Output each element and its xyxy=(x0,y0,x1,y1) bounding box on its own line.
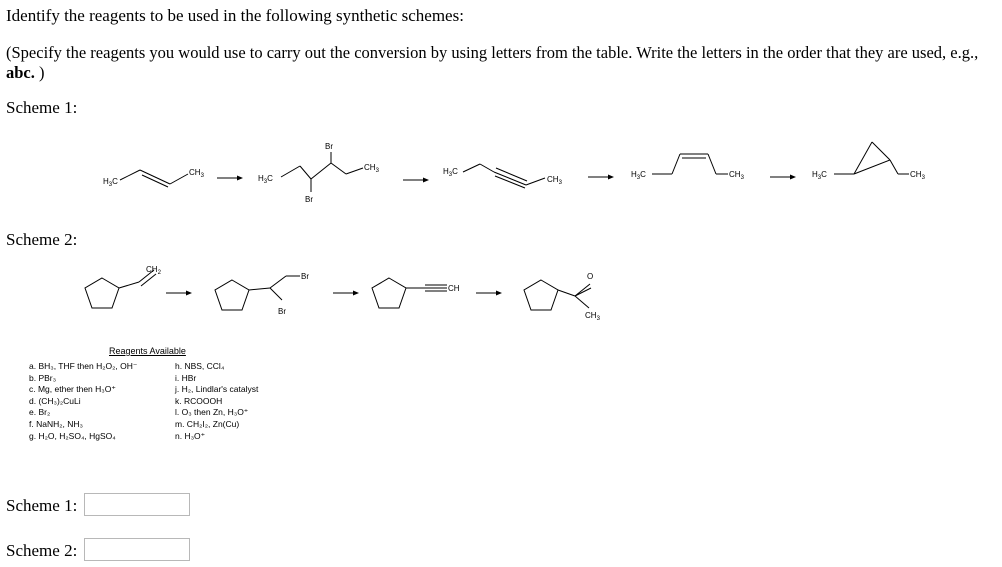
reagents-left-column xyxy=(29,361,137,442)
s1-m2-br-bottom: Br xyxy=(305,195,313,204)
s1-m2-br-top: Br xyxy=(325,142,333,151)
s2-m1-ch2: $CH_2$ xyxy=(146,265,161,276)
s2-m3-ch: CH xyxy=(448,284,460,293)
s1-m4-h3c: $H_3C$ xyxy=(631,170,646,181)
reagent-k: k. RCOOOH xyxy=(175,395,223,406)
reagents-right-column xyxy=(175,361,258,442)
answer-scheme2-input[interactable] xyxy=(84,538,190,561)
reagent-m: m. CH₂I₂, Zn(Cu) xyxy=(175,418,240,429)
reagent-l: l. O₃ then Zn, H₃O⁺ xyxy=(175,407,249,418)
answer-scheme1-input[interactable] xyxy=(84,493,190,516)
scheme1-diagram xyxy=(0,130,1002,210)
reagent-f: f. NaNH₂, NH₃ xyxy=(29,418,83,429)
s2-m4-ch3: $CH_3$ xyxy=(585,311,600,322)
instructions-example: abc. xyxy=(6,63,35,82)
reagent-d: d. (CH₃)₂CuLi xyxy=(29,395,81,406)
reagent-h: h. NBS, CCl₄ xyxy=(175,361,225,371)
question-title: Identify the reagents to be used in the following synthetic schemes: xyxy=(6,6,464,25)
s2-m4-o: O xyxy=(587,272,594,281)
s1-m1-ch3: $CH_3$ xyxy=(189,168,204,179)
reagent-e: e. Br₂ xyxy=(29,407,51,418)
s1-m3-h3c: $H_3C$ xyxy=(443,167,458,178)
instructions-close: ) xyxy=(34,63,45,82)
reagent-c: c. Mg, ether then H₃O⁺ xyxy=(29,384,116,395)
s2-m2-br-bottom: Br xyxy=(278,307,286,316)
reagent-g: g. H₂O, H₂SO₄, HgSO₄ xyxy=(29,430,116,441)
scheme2-heading: Scheme 2: xyxy=(6,230,78,249)
reagent-b: b. PBr₃ xyxy=(29,372,57,383)
s1-m4-ch3: $CH_3$ xyxy=(729,170,744,181)
s1-m2-ch3: $CH_3$ xyxy=(364,163,379,174)
answer-scheme1-label: Scheme 1: xyxy=(6,496,78,515)
reagent-n: n. H₃O⁺ xyxy=(175,430,206,441)
reagent-a: a. BH₃, THF then H₂O₂, OH⁻ xyxy=(29,361,138,371)
s1-m5-ch3: $CH_3$ xyxy=(910,170,925,181)
reagent-i: i. HBr xyxy=(175,372,197,383)
reagent-j: j. H₂, Lindlar's catalyst xyxy=(175,384,259,395)
s2-m2-br-right: Br xyxy=(301,272,309,281)
instructions-text: (Specify the reagents you would use to carry out the conversion by using letters from the table. Write the letters in the order that they are used, e.g., xyxy=(6,43,979,62)
answer-scheme2-label: Scheme 2: xyxy=(6,541,78,560)
scheme1-heading: Scheme 1: xyxy=(6,98,78,117)
s1-m2-h3c: $H_3C$ xyxy=(258,174,273,185)
s1-m1-h3c: $H_3C$ xyxy=(103,177,118,188)
s1-m3-ch3: $CH_3$ xyxy=(547,175,562,186)
scheme2-diagram xyxy=(0,258,1002,328)
reagents-title: Reagents Available xyxy=(109,346,186,356)
instructions xyxy=(6,43,998,83)
s1-m5-h3c: $H_3C$ xyxy=(812,170,827,181)
